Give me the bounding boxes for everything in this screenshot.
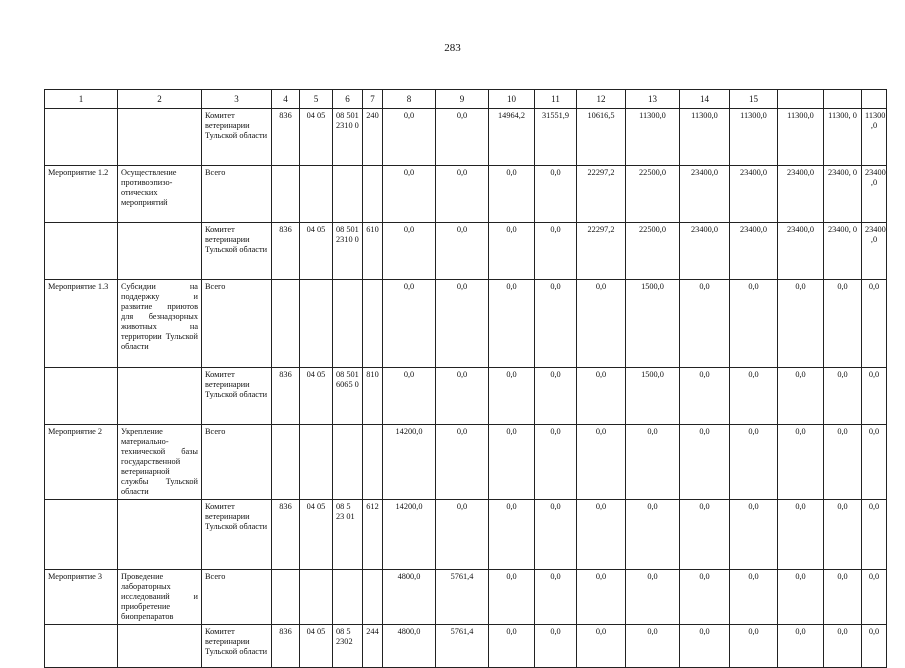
- table-row: [45, 368, 887, 425]
- value-cell: 0,0: [383, 166, 436, 223]
- value-cell: 0,0: [862, 368, 887, 425]
- value-cell: 14200,0: [383, 500, 436, 570]
- code-cell: 08 501 2310 0: [333, 109, 363, 166]
- activity-cell: [45, 109, 118, 166]
- code-cell: [363, 166, 383, 223]
- value-cell: 0,0: [383, 368, 436, 425]
- code-cell: 08 5 2302: [333, 625, 363, 668]
- value-cell: 0,0: [680, 368, 730, 425]
- executor-cell: Комитет ветеринарии Тульской области: [202, 109, 272, 166]
- header-cell: [824, 90, 862, 109]
- table-row: [45, 166, 887, 223]
- code-cell: 04 05: [300, 368, 333, 425]
- code-cell: [363, 280, 383, 368]
- description-cell: Субсидии на поддержку и развитие приютов для безнадзорных животных на территории Тульской области: [118, 280, 202, 368]
- code-cell: 836: [272, 368, 300, 425]
- description-cell: [118, 625, 202, 668]
- value-cell: 0,0: [535, 570, 577, 625]
- code-cell: [272, 425, 300, 500]
- code-cell: 04 05: [300, 109, 333, 166]
- value-cell: 0,0: [778, 570, 824, 625]
- value-cell: 0,0: [730, 570, 778, 625]
- value-cell: 0,0: [626, 625, 680, 668]
- value-cell: 0,0: [680, 570, 730, 625]
- value-cell: 0,0: [489, 425, 535, 500]
- header-cell: 15: [730, 90, 778, 109]
- value-cell: 23400,0: [778, 166, 824, 223]
- header-cell: 6: [333, 90, 363, 109]
- code-cell: [300, 570, 333, 625]
- code-cell: [333, 166, 363, 223]
- value-cell: 23400,0: [778, 223, 824, 280]
- code-cell: 04 05: [300, 625, 333, 668]
- value-cell: 14200,0: [383, 425, 436, 500]
- activity-cell: Мероприятие 1.2: [45, 166, 118, 223]
- value-cell: 0,0: [824, 425, 862, 500]
- activity-cell: [45, 368, 118, 425]
- value-cell: 0,0: [383, 223, 436, 280]
- value-cell: 0,0: [778, 280, 824, 368]
- value-cell: 11300, 0: [824, 109, 862, 166]
- value-cell: 0,0: [489, 223, 535, 280]
- value-cell: 0,0: [577, 625, 626, 668]
- code-cell: [333, 425, 363, 500]
- header-cell: 2: [118, 90, 202, 109]
- value-cell: 0,0: [824, 570, 862, 625]
- value-cell: 23400,0: [730, 166, 778, 223]
- code-cell: 612: [363, 500, 383, 570]
- table-row: [45, 570, 887, 625]
- header-cell: 4: [272, 90, 300, 109]
- executor-cell: Комитет ветеринарии Тульской области: [202, 625, 272, 668]
- executor-cell: Комитет ветеринарии Тульской области: [202, 500, 272, 570]
- value-cell: 0,0: [778, 500, 824, 570]
- value-cell: 23400,0: [730, 223, 778, 280]
- value-cell: 0,0: [862, 500, 887, 570]
- code-cell: 610: [363, 223, 383, 280]
- value-cell: 0,0: [862, 425, 887, 500]
- code-cell: [272, 570, 300, 625]
- value-cell: 0,0: [862, 570, 887, 625]
- description-cell: [118, 223, 202, 280]
- table-row: [45, 280, 887, 368]
- value-cell: 0,0: [489, 280, 535, 368]
- code-cell: 836: [272, 223, 300, 280]
- value-cell: 0,0: [535, 280, 577, 368]
- value-cell: 0,0: [535, 500, 577, 570]
- value-cell: 1500,0: [626, 368, 680, 425]
- value-cell: 0,0: [489, 570, 535, 625]
- page-number: 283: [444, 42, 461, 54]
- value-cell: 0,0: [680, 625, 730, 668]
- header-cell: [778, 90, 824, 109]
- table-row: [45, 223, 887, 280]
- code-cell: 836: [272, 109, 300, 166]
- executor-cell: Всего: [202, 425, 272, 500]
- code-cell: 836: [272, 500, 300, 570]
- value-cell: 0,0: [824, 368, 862, 425]
- activity-cell: [45, 625, 118, 668]
- value-cell: 0,0: [824, 625, 862, 668]
- value-cell: 0,0: [862, 280, 887, 368]
- value-cell: 0,0: [824, 280, 862, 368]
- value-cell: 0,0: [577, 425, 626, 500]
- value-cell: 0,0: [626, 500, 680, 570]
- value-cell: 22500,0: [626, 166, 680, 223]
- header-cell: 3: [202, 90, 272, 109]
- value-cell: 0,0: [730, 280, 778, 368]
- budget-table: [44, 89, 887, 668]
- header-row: [45, 90, 887, 109]
- header-cell: 9: [436, 90, 489, 109]
- code-cell: [300, 280, 333, 368]
- executor-cell: Комитет ветеринарии Тульской области: [202, 223, 272, 280]
- description-cell: Проведение лабораторных исследований и приобретение биопрепаратов: [118, 570, 202, 625]
- value-cell: 0,0: [778, 625, 824, 668]
- value-cell: 23400 ,0: [862, 166, 887, 223]
- value-cell: 10616,5: [577, 109, 626, 166]
- code-cell: 04 05: [300, 223, 333, 280]
- header-cell: 5: [300, 90, 333, 109]
- value-cell: 0,0: [383, 280, 436, 368]
- value-cell: 0,0: [778, 425, 824, 500]
- activity-cell: Мероприятие 3: [45, 570, 118, 625]
- value-cell: 22297,2: [577, 223, 626, 280]
- description-cell: Осуществление противоэпизо-отических мероприятий: [118, 166, 202, 223]
- value-cell: 0,0: [577, 500, 626, 570]
- header-cell: 14: [680, 90, 730, 109]
- description-cell: [118, 109, 202, 166]
- value-cell: 22500,0: [626, 223, 680, 280]
- value-cell: 0,0: [436, 166, 489, 223]
- header-cell: 8: [383, 90, 436, 109]
- value-cell: 0,0: [489, 368, 535, 425]
- code-cell: 810: [363, 368, 383, 425]
- value-cell: 31551,9: [535, 109, 577, 166]
- value-cell: 1500,0: [626, 280, 680, 368]
- value-cell: 4800,0: [383, 570, 436, 625]
- value-cell: 0,0: [577, 280, 626, 368]
- code-cell: [300, 425, 333, 500]
- value-cell: 0,0: [535, 223, 577, 280]
- table-row: [45, 625, 887, 668]
- activity-cell: Мероприятие 1.3: [45, 280, 118, 368]
- header-cell: 11: [535, 90, 577, 109]
- value-cell: 0,0: [626, 570, 680, 625]
- table-row: [45, 500, 887, 570]
- value-cell: 0,0: [489, 166, 535, 223]
- value-cell: 0,0: [489, 625, 535, 668]
- value-cell: 23400,0: [680, 223, 730, 280]
- value-cell: 0,0: [436, 223, 489, 280]
- description-cell: [118, 368, 202, 425]
- value-cell: 5761,4: [436, 625, 489, 668]
- header-cell: 10: [489, 90, 535, 109]
- header-cell: 12: [577, 90, 626, 109]
- value-cell: 5761,4: [436, 570, 489, 625]
- value-cell: 23400,0: [680, 166, 730, 223]
- code-cell: 08 501 6065 0: [333, 368, 363, 425]
- code-cell: [333, 570, 363, 625]
- executor-cell: Комитет ветеринарии Тульской области: [202, 368, 272, 425]
- header-cell: 1: [45, 90, 118, 109]
- table-row: [45, 425, 887, 500]
- value-cell: 11300,0: [778, 109, 824, 166]
- header-cell: 13: [626, 90, 680, 109]
- executor-cell: Всего: [202, 570, 272, 625]
- value-cell: 0,0: [577, 570, 626, 625]
- code-cell: 08 5 23 01: [333, 500, 363, 570]
- value-cell: 0,0: [577, 368, 626, 425]
- description-cell: Укрепление материально-технической базы государственной ветеринарной службы Тульской области: [118, 425, 202, 500]
- code-cell: [272, 280, 300, 368]
- value-cell: 0,0: [535, 625, 577, 668]
- value-cell: 14964,2: [489, 109, 535, 166]
- code-cell: [300, 166, 333, 223]
- value-cell: 0,0: [383, 109, 436, 166]
- code-cell: 244: [363, 625, 383, 668]
- value-cell: 11300 ,0: [862, 109, 887, 166]
- activity-cell: [45, 223, 118, 280]
- code-cell: [272, 166, 300, 223]
- value-cell: 0,0: [862, 625, 887, 668]
- value-cell: 0,0: [730, 625, 778, 668]
- code-cell: 08 501 2310 0: [333, 223, 363, 280]
- value-cell: 0,0: [680, 500, 730, 570]
- activity-cell: Мероприятие 2: [45, 425, 118, 500]
- value-cell: 0,0: [730, 368, 778, 425]
- table-row: [45, 109, 887, 166]
- code-cell: 836: [272, 625, 300, 668]
- value-cell: 0,0: [535, 425, 577, 500]
- value-cell: 0,0: [436, 280, 489, 368]
- value-cell: 0,0: [436, 368, 489, 425]
- value-cell: 0,0: [824, 500, 862, 570]
- value-cell: 0,0: [730, 500, 778, 570]
- value-cell: 0,0: [535, 166, 577, 223]
- value-cell: 0,0: [680, 425, 730, 500]
- value-cell: 11300,0: [626, 109, 680, 166]
- value-cell: 0,0: [436, 500, 489, 570]
- header-cell: 7: [363, 90, 383, 109]
- executor-cell: Всего: [202, 280, 272, 368]
- value-cell: 23400, 0: [824, 166, 862, 223]
- header-cell: [862, 90, 887, 109]
- value-cell: 0,0: [730, 425, 778, 500]
- value-cell: 11300,0: [730, 109, 778, 166]
- value-cell: 0,0: [436, 425, 489, 500]
- code-cell: [333, 280, 363, 368]
- executor-cell: Всего: [202, 166, 272, 223]
- value-cell: 23400 ,0: [862, 223, 887, 280]
- code-cell: [363, 570, 383, 625]
- value-cell: 0,0: [489, 500, 535, 570]
- code-cell: [363, 425, 383, 500]
- value-cell: 23400, 0: [824, 223, 862, 280]
- value-cell: 22297,2: [577, 166, 626, 223]
- value-cell: 11300,0: [680, 109, 730, 166]
- code-cell: 04 05: [300, 500, 333, 570]
- description-cell: [118, 500, 202, 570]
- value-cell: 4800,0: [383, 625, 436, 668]
- value-cell: 0,0: [626, 425, 680, 500]
- activity-cell: [45, 500, 118, 570]
- value-cell: 0,0: [778, 368, 824, 425]
- value-cell: 0,0: [535, 368, 577, 425]
- value-cell: 0,0: [436, 109, 489, 166]
- value-cell: 0,0: [680, 280, 730, 368]
- code-cell: 240: [363, 109, 383, 166]
